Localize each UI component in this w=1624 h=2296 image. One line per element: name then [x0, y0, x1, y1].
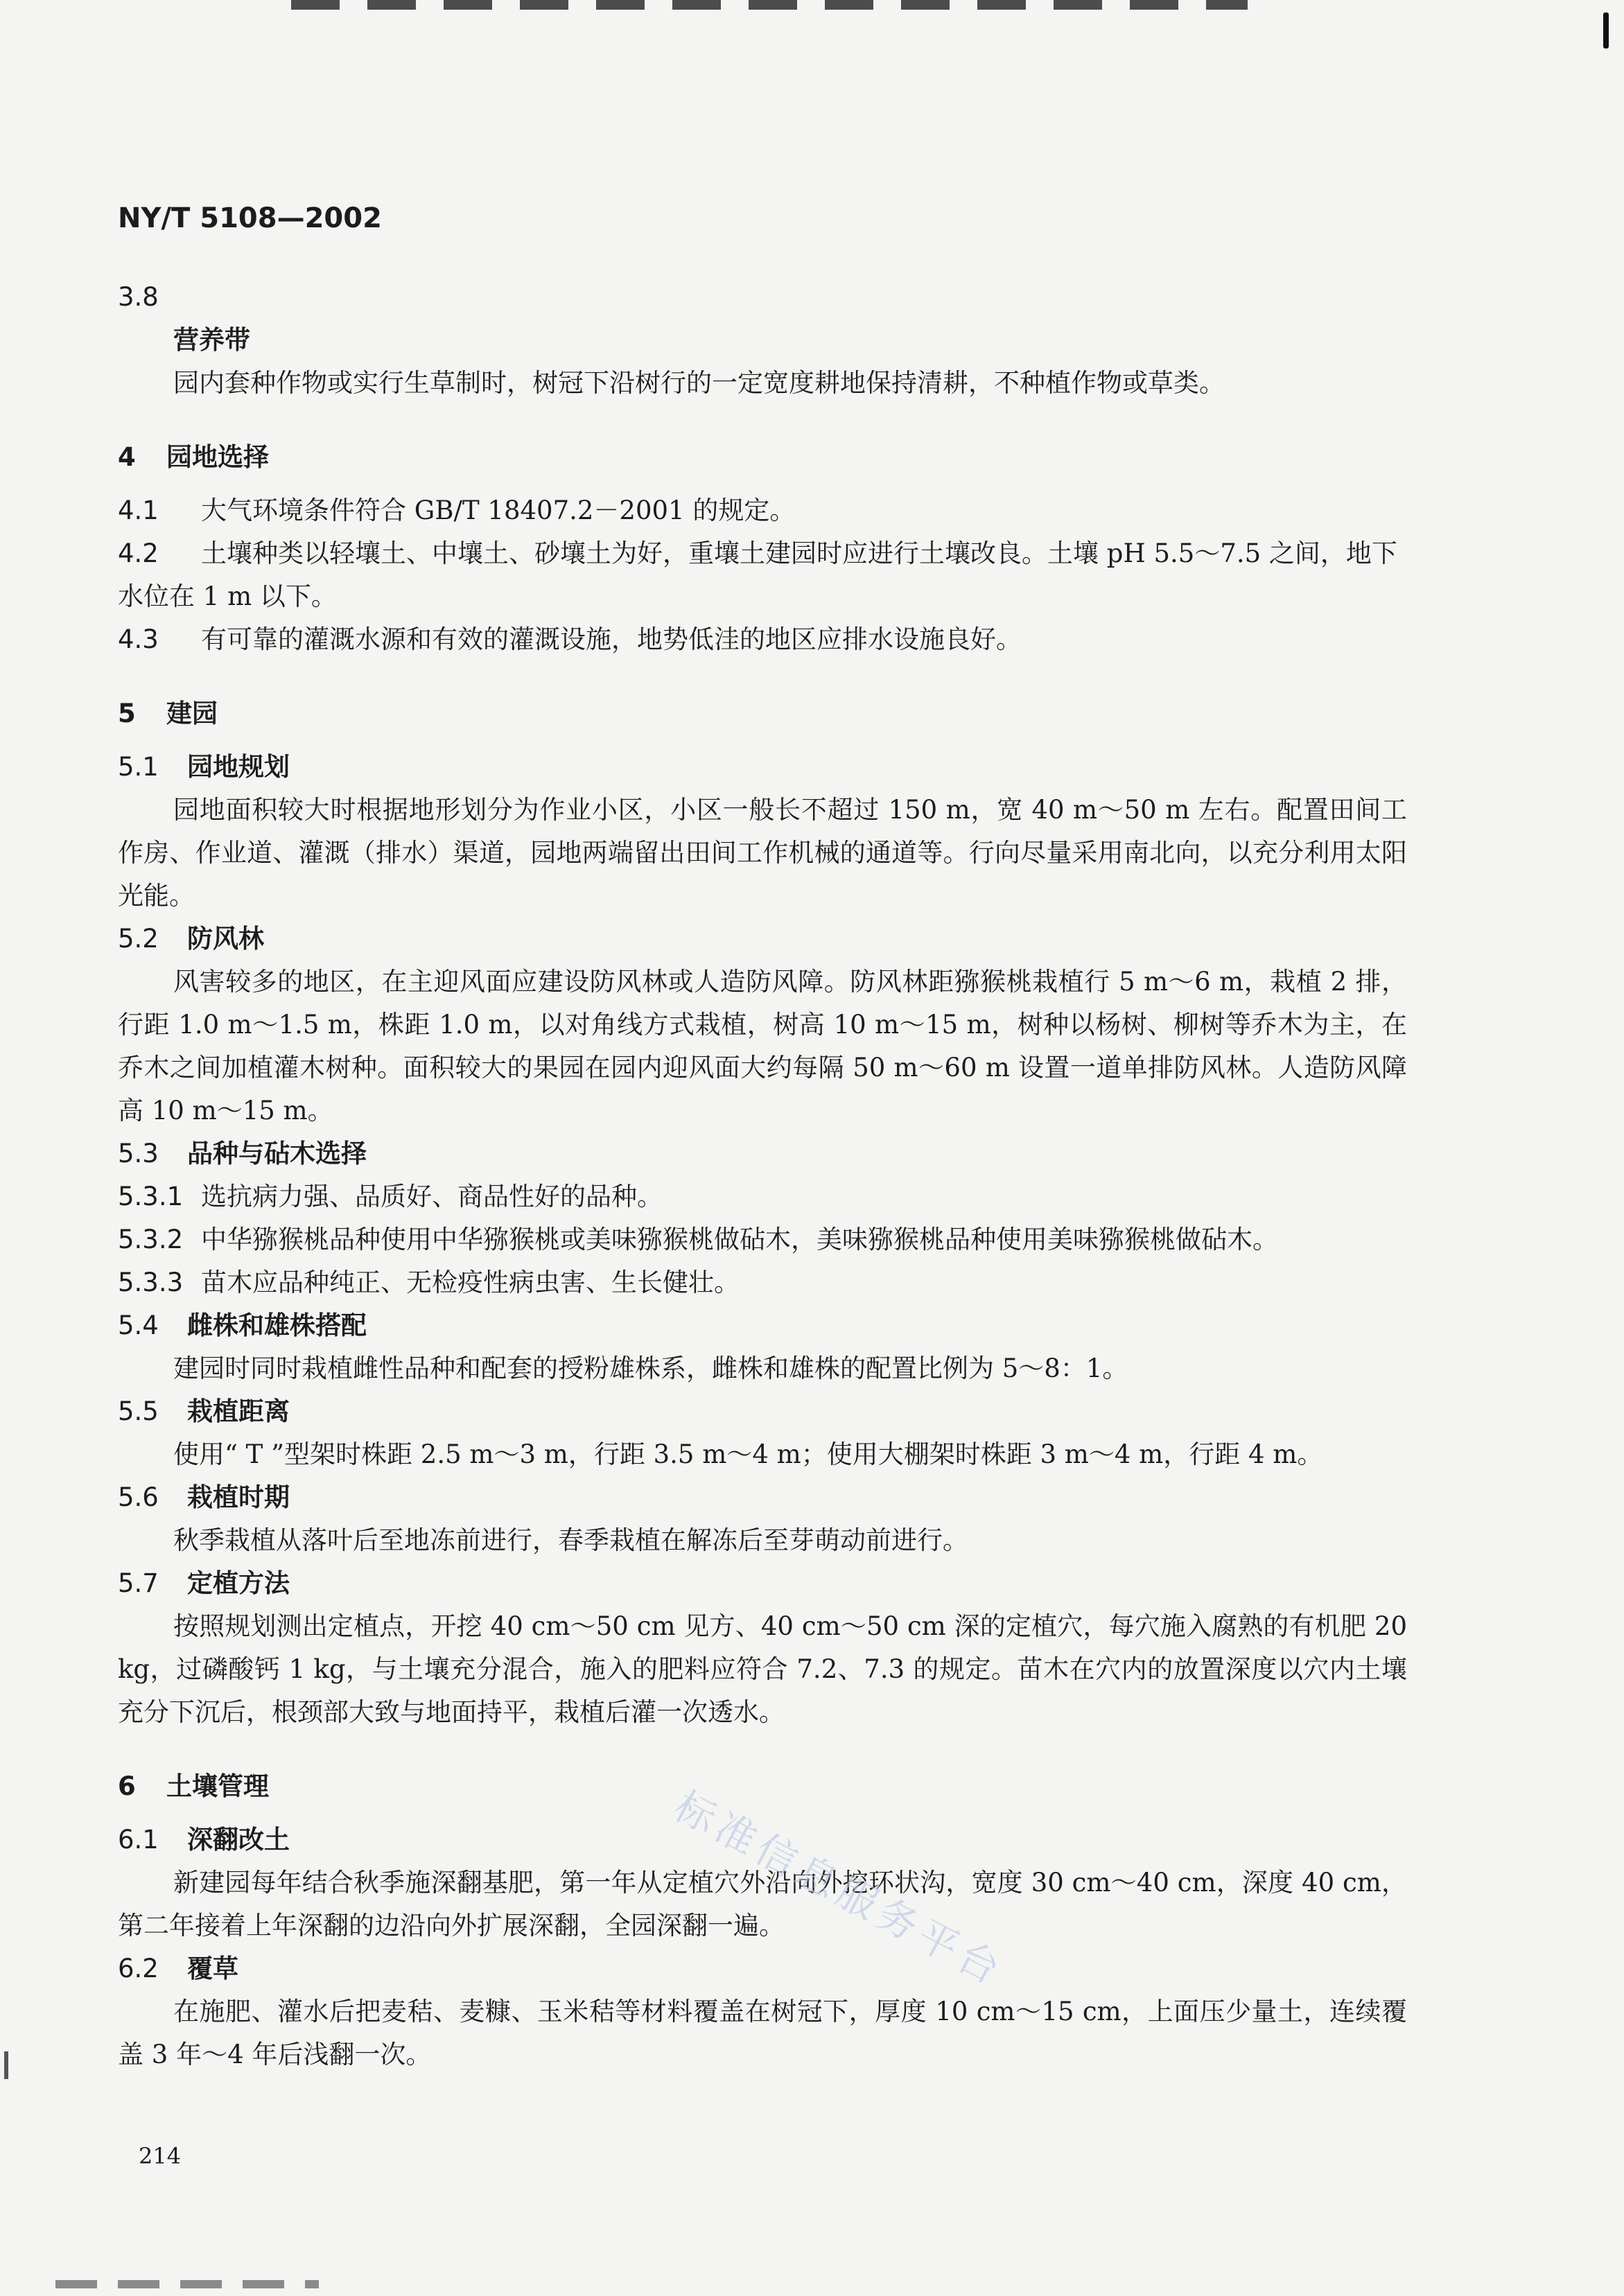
subsection-heading-5-4 [118, 1304, 1407, 1347]
subsection-heading-6-2 [118, 1947, 1407, 1990]
subsection-text-5-1: 园地面积较大时根据地形划分为作业小区，小区一般长不超过 150 m，宽 40 m～50 m 左右。配置田间工作房、作业道、灌溉（排水）渠道，园地两端留出田间工作机械的通道等。行向尽量采用南北向，以充分利用太阳光能。 [118, 795, 1407, 911]
scan-top-border [291, 0, 1248, 10]
subsection-number: 5.6 [118, 1482, 159, 1512]
scan-edge-mark [1603, 12, 1609, 49]
section-heading-5 [118, 692, 1407, 736]
clause-number: 4.2 [118, 538, 159, 568]
subsection-number: 5.5 [118, 1396, 159, 1426]
subsection-text-5-4: 建园时同时栽植雌性品种和配套的授粉雄株系，雌株和雄株的配置比例为 5～8：1。 [173, 1353, 1128, 1383]
clause-5-3-2 [118, 1218, 1407, 1261]
section-title: 土壤管理 [166, 1771, 269, 1801]
subsection-title: 雌株和雄株搭配 [187, 1311, 367, 1340]
subsection-title: 深翻改土 [187, 1825, 290, 1855]
clause-text: 土壤种类以轻壤土、中壤土、砂壤土为好，重壤土建园时应进行土壤改良。土壤 pH 5.5～7.5 之间，地下水位在 1 m 以下。 [118, 538, 1397, 611]
clause-number: 5.3.3 [118, 1268, 184, 1297]
subsection-heading-5-3 [118, 1132, 1407, 1175]
subsection-text-5-6: 秋季栽植从落叶后至地冻前进行，春季栽植在解冻后至芽萌动前进行。 [173, 1525, 968, 1555]
subsection-title: 防风林 [187, 924, 264, 954]
subsection-text-5-7: 按照规划测出定植点，开挖 40 cm～50 cm 见方、40 cm～50 cm 深的定植穴，每穴施入腐熟的有机肥 20 kg，过磷酸钙 1 kg，与土壤充分混合，施入的肥料应符合 7.2、7.3 的规定。苗木在穴内的放置深度以穴内土壤充分下沉后，根颈部大致与地面持平，栽植后灌一次透水。 [118, 1611, 1407, 1727]
clause-text: 有可靠的灌溉水源和有效的灌溉设施，地势低洼的地区应排水设施良好。 [201, 624, 1022, 654]
subsection-number: 5.3 [118, 1139, 159, 1168]
subsection-text-6-1: 新建园每年结合秋季施深翻基肥，第一年从定植穴外沿向外挖环状沟，宽度 30 cm～40 cm，深度 40 cm，第二年接着上年深翻的边沿向外扩展深翻，全园深翻一遍。 [118, 1868, 1407, 1940]
subsection-heading-5-6 [118, 1476, 1407, 1519]
subsection-heading-5-7 [118, 1562, 1407, 1605]
subsection-text-5-2: 风害较多的地区，在主迎风面应建设防风林或人造防风障。防风林距猕猴桃栽植行 5 m～6 m，栽植 2 排，行距 1.0 m～1.5 m，株距 1.0 m，以对角线方式栽植，树高 10 m～15 m，树种以杨树、柳树等乔木为主，在乔木之间加植灌木树种。面积较大的果园在园内迎风面大约每隔 50 m～60 m 设置一道单排防风林。人造防风障高 10 m～15 m。 [118, 967, 1407, 1125]
section-number: 4 [118, 442, 136, 472]
subsection-title: 品种与砧木选择 [187, 1139, 367, 1168]
scan-bottom-border [55, 2280, 319, 2288]
section-number: 5 [118, 699, 136, 728]
section-heading-6 [118, 1764, 1407, 1809]
subsection-title: 园地规划 [187, 752, 290, 782]
page-number: 214 [139, 2143, 182, 2169]
section-title: 园地选择 [166, 442, 269, 472]
clause-4-1 [118, 489, 1407, 532]
term-number: 3.8 [118, 282, 159, 312]
clause-text: 大气环境条件符合 GB/T 18407.2－2001 的规定。 [201, 496, 796, 525]
subsection-number: 5.2 [118, 924, 159, 954]
section-number: 6 [118, 1771, 136, 1801]
clause-4-3 [118, 618, 1407, 661]
section-heading-4 [118, 435, 1407, 480]
subsection-title: 栽植距离 [187, 1396, 290, 1426]
subsection-text-6-2: 在施肥、灌水后把麦秸、麦糠、玉米秸等材料覆盖在树冠下，厚度 10 cm～15 cm，上面压少量土，连续覆盖 3 年～4 年后浅翻一次。 [118, 1997, 1407, 2069]
subsection-number: 5.7 [118, 1568, 159, 1598]
term-definition: 园内套种作物或实行生草制时，树冠下沿树行的一定宽度耕地保持清耕，不种植作物或草类。 [173, 368, 1225, 398]
subsection-number: 5.4 [118, 1311, 159, 1340]
standard-code-header: NY/T 5108—2002 [118, 202, 382, 234]
watermark-text: 标准信息服务平台 [666, 1782, 1013, 1996]
clause-number: 5.3.2 [118, 1225, 184, 1254]
scan-edge-mark-left [4, 2051, 8, 2079]
subsection-number: 6.2 [118, 1954, 159, 1983]
subsection-number: 6.1 [118, 1825, 159, 1855]
subsection-title: 栽植时期 [187, 1482, 290, 1512]
term-name: 营养带 [173, 325, 250, 355]
clause-4-2 [118, 532, 1407, 618]
section-title: 建园 [166, 699, 218, 728]
clause-5-3-1 [118, 1175, 1407, 1218]
subsection-heading-5-5 [118, 1390, 1407, 1433]
subsection-title: 覆草 [187, 1954, 238, 1983]
clause-text: 中华猕猴桃品种使用中华猕猴桃或美味猕猴桃做砧木，美味猕猴桃品种使用美味猕猴桃做砧木。 [201, 1225, 1278, 1254]
clause-number: 4.1 [118, 496, 159, 525]
document-body [118, 276, 1407, 2076]
clause-number: 5.3.1 [118, 1182, 184, 1211]
subsection-heading-5-1 [118, 746, 1407, 789]
subsection-number: 5.1 [118, 752, 159, 782]
clause-text: 选抗病力强、品质好、商品性好的品种。 [201, 1182, 663, 1211]
subsection-title: 定植方法 [187, 1568, 290, 1598]
clause-text: 苗木应品种纯正、无检疫性病虫害、生长健壮。 [201, 1268, 740, 1297]
subsection-heading-5-2 [118, 918, 1407, 961]
subsection-text-5-5: 使用“ T ”型架时株距 2.5 m～3 m，行距 3.5 m～4 m；使用大棚架时株距 3 m～4 m，行距 4 m。 [173, 1439, 1323, 1469]
clause-5-3-3 [118, 1261, 1407, 1304]
clause-number: 4.3 [118, 624, 159, 654]
